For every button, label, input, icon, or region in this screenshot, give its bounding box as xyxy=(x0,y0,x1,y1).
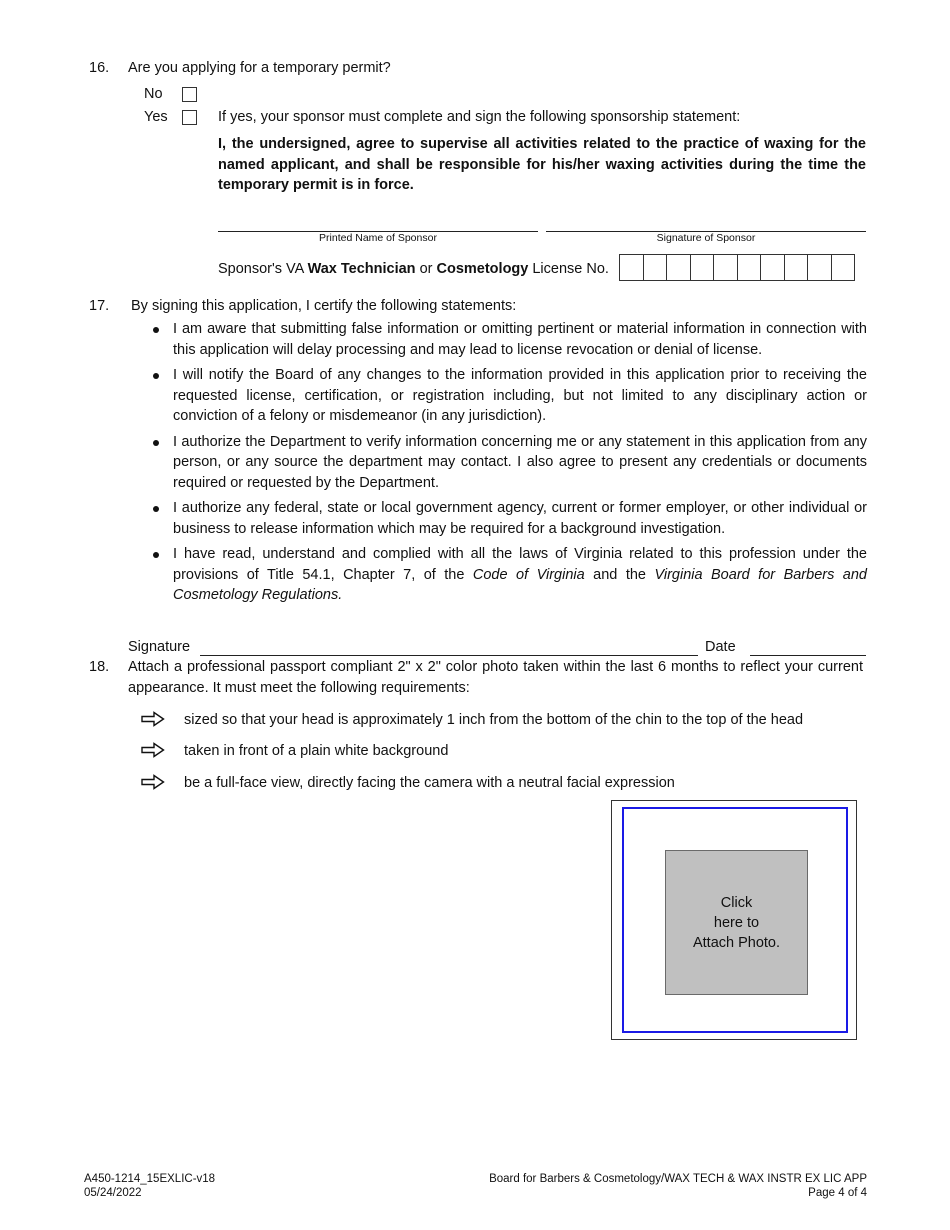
requirement-item: be a full-face view, directly facing the camera with a neutral facial expression xyxy=(184,775,675,791)
license-digit-box[interactable] xyxy=(760,254,785,281)
footer-right xyxy=(489,1172,867,1200)
arrow-right-icon xyxy=(141,742,165,758)
q18-number: 18. xyxy=(89,659,110,675)
bullet-icon xyxy=(153,327,159,333)
certification-item: I authorize the Department to verify information concerning me or any statement in this application from any person, or any source the department may contact. I also agree to present any credentials or documents required or requested by the Department. xyxy=(150,432,867,494)
q18-text: Attach a professional passport compliant 2" x 2" color photo taken within the last 6 months to reflect your current appearance. It must meet the following requirements: xyxy=(128,659,863,696)
no-label: No xyxy=(144,86,163,102)
sponsor-license-number-boxes xyxy=(620,254,855,281)
board-name: Board for Barbers & Cosmetology/WAX TECH & WAX INSTR EX LIC APP xyxy=(489,1173,867,1185)
page-number: Page 4 of 4 xyxy=(808,1187,867,1199)
signature-label: Signature xyxy=(128,639,191,655)
photo-frame xyxy=(611,800,857,1040)
yes-label: Yes xyxy=(144,109,168,125)
license-digit-box[interactable] xyxy=(619,254,644,281)
applicant-signature-line[interactable] xyxy=(200,655,698,656)
q16-number: 16. xyxy=(89,60,110,76)
q17-intro: By signing this application, I certify the following statements: xyxy=(131,298,517,314)
sponsorship-statement: I, the undersigned, agree to supervise all activities related to the practice of waxing for the named applicant, and shall be responsible for his/her waxing activities during the time the temporary permit is in force. xyxy=(218,136,866,193)
yes-instruction: If yes, your sponsor must complete and sign the following sponsorship statement: xyxy=(218,109,741,125)
signature-caption: Signature of Sponsor xyxy=(656,232,756,244)
arrow-right-icon xyxy=(141,711,165,727)
q17-number: 17. xyxy=(89,298,110,314)
bullet-icon xyxy=(153,440,159,446)
license-digit-box[interactable] xyxy=(807,254,832,281)
license-digit-box[interactable] xyxy=(666,254,691,281)
photo-border xyxy=(622,807,848,1033)
certification-item: I am aware that submitting false information or omitting pertinent or material information in connection with this application will delay processing and may lead to license revocation or denial of license. xyxy=(150,319,867,360)
bullet-icon xyxy=(153,373,159,379)
requirement-item: sized so that your head is approximately 1 inch from the bottom of the chin to the top of the head xyxy=(184,712,804,728)
license-digit-box[interactable] xyxy=(690,254,715,281)
date-line[interactable] xyxy=(750,655,866,656)
printed-name-caption: Printed Name of Sponsor xyxy=(319,232,437,244)
sponsor-license-label: Sponsor's VA Wax Technician or Cosmetology License No. xyxy=(218,261,609,277)
bullet-icon xyxy=(153,506,159,512)
q16-question: Are you applying for a temporary permit? xyxy=(128,60,391,76)
license-digit-box[interactable] xyxy=(831,254,856,281)
date-label: Date xyxy=(705,639,736,655)
license-digit-box[interactable] xyxy=(784,254,809,281)
certification-item: I authorize any federal, state or local government agency, current or former employer, or other individual or business to release information which may be required for a background investigation. xyxy=(150,498,867,539)
license-digit-box[interactable] xyxy=(713,254,738,281)
no-checkbox[interactable] xyxy=(182,87,197,102)
footer-left xyxy=(84,1172,215,1200)
license-digit-box[interactable] xyxy=(737,254,762,281)
form-id: A450-1214_15EXLIC-v18 xyxy=(84,1173,216,1185)
certification-list xyxy=(150,319,867,606)
attach-photo-button[interactable]: Click here to Attach Photo. xyxy=(665,850,808,995)
license-digit-box[interactable] xyxy=(643,254,668,281)
form-date: 05/24/2022 xyxy=(84,1187,142,1199)
bullet-icon xyxy=(153,552,159,558)
requirement-item: taken in front of a plain white background xyxy=(184,743,449,759)
yes-checkbox[interactable] xyxy=(182,110,197,125)
arrow-right-icon xyxy=(141,774,165,790)
certification-item: I will notify the Board of any changes to the information provided in this application prior to receiving the requested license, certification, or registration including, but not limited to any disciplinary action or conviction of a felony or misdemeanor (in any jurisdiction). xyxy=(150,365,867,427)
certification-item: I have read, understand and complied with all the laws of Virginia related to this profession under the provisions of Title 54.1, Chapter 7, of the Code of Virginia and the Virginia Board for Barbers and Cosmetology Regulations. xyxy=(150,544,867,606)
